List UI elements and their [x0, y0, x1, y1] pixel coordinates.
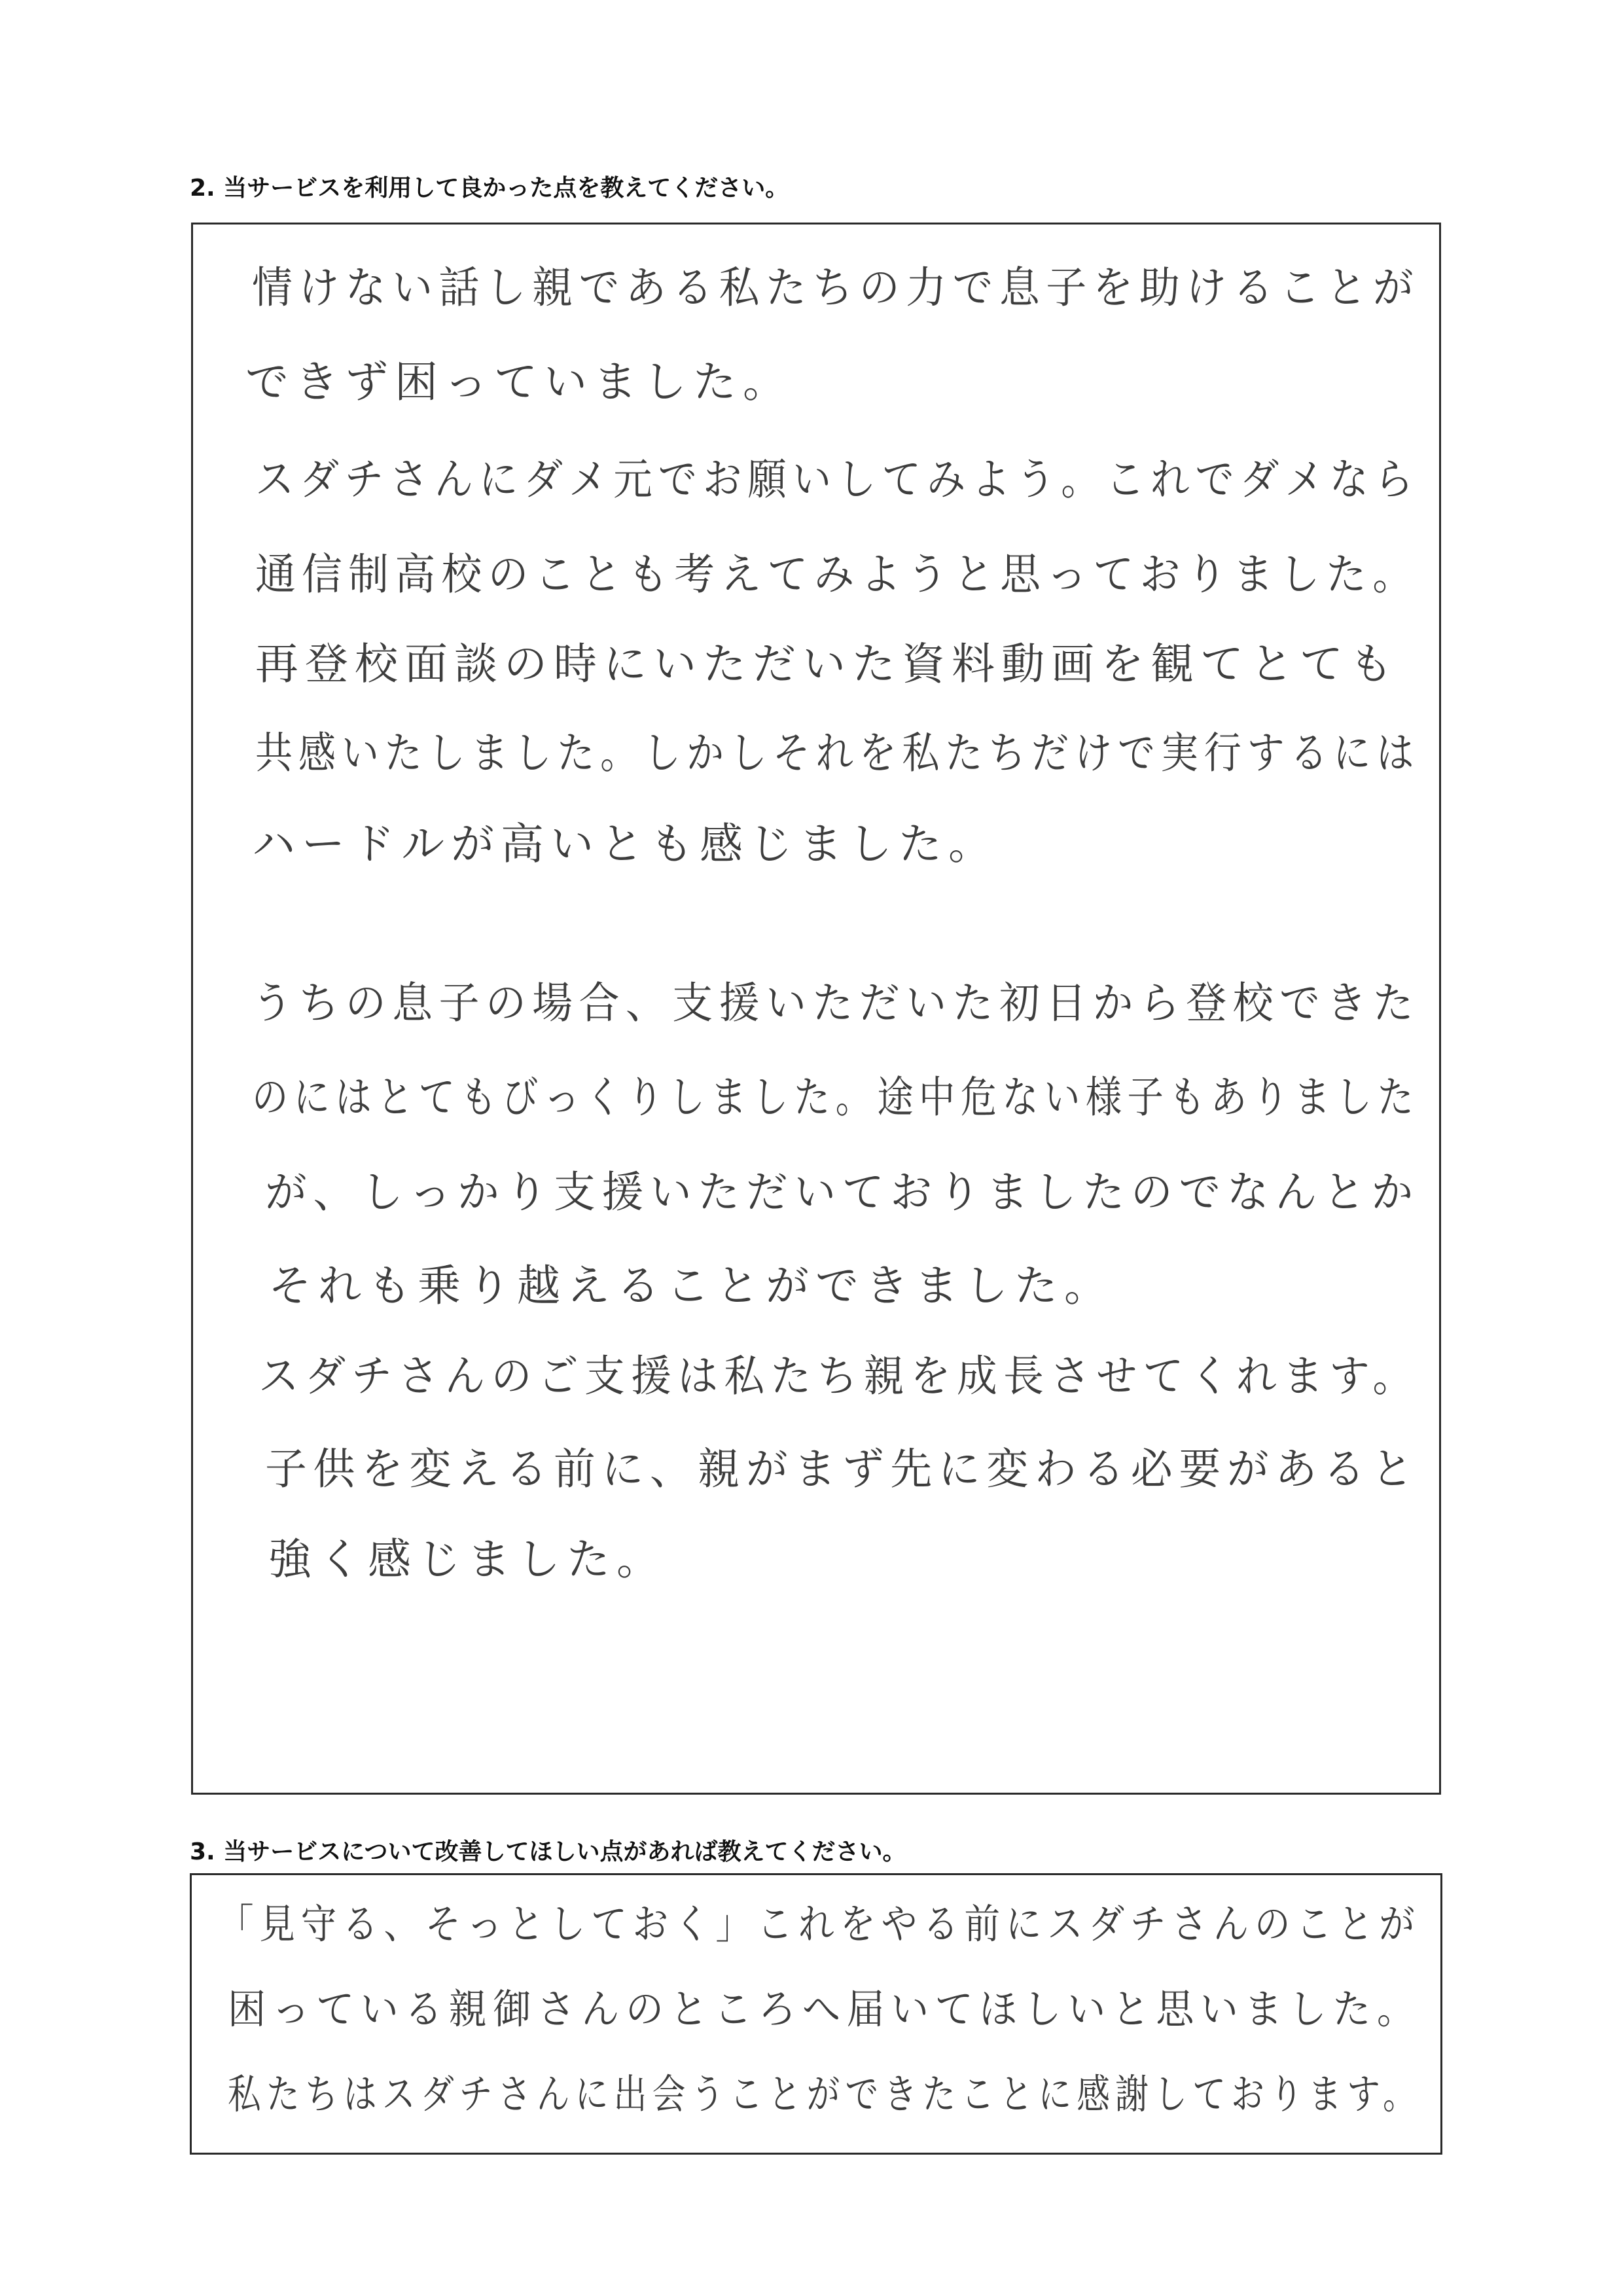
- handwritten-line: 共感いたしました。しかしそれを私たちだけで実行するには: [255, 728, 1420, 778]
- handwritten-line: スダチさんにダメ元でお願いしてみよう。これでダメなら: [255, 454, 1419, 505]
- handwritten-line: 再登校面談の時にいただいた資料動画を観てとても: [255, 639, 1399, 689]
- handwritten-line: うちの息子の場合、支援いただいた初日から登校できた: [252, 978, 1420, 1028]
- handwritten-line: スダチさんのご支援は私たち親を成長させてくれます。: [259, 1351, 1419, 1401]
- handwritten-line: ハードルが高いとも感じました。: [252, 819, 998, 869]
- question-3-heading: 3. 当サービスについて改善してほしい点があれば教えてください。: [190, 1839, 906, 1865]
- answer-box-2: [191, 223, 1441, 1795]
- handwritten-line: のにはとてもびっくりしました。途中危ない様子もありました: [252, 1072, 1419, 1122]
- handwritten-line: 強く感じました。: [268, 1534, 666, 1585]
- handwritten-line: 困っている親御さんのところへ届いてほしいと思いました。: [228, 1985, 1421, 2033]
- handwritten-line: できず困っていました。: [245, 357, 793, 407]
- handwritten-line: 通信制高校のことも考えてみようと思っておりました。: [255, 549, 1419, 600]
- handwritten-line: 情けない話し親である私たちの力で息子を助けることが: [252, 262, 1420, 313]
- handwritten-line: 私たちはスダチさんに出会うことができたことに感謝しております。: [228, 2070, 1421, 2118]
- handwritten-line: が、しっかり支援いただいておりましたのでなんとか: [265, 1167, 1419, 1217]
- answer-box-3: [190, 1873, 1442, 2155]
- handwritten-line: 子供を変える前に、親がまず先に変わる必要があると: [265, 1444, 1419, 1494]
- handwritten-line: 「見守る、そっとしておく」これをやる前にスダチさんのことが: [218, 1900, 1421, 1948]
- handwritten-line: それも乗り越えることができました。: [268, 1261, 1114, 1311]
- question-2-heading: 2. 当サービスを利用して良かった点を教えてください。: [190, 175, 789, 202]
